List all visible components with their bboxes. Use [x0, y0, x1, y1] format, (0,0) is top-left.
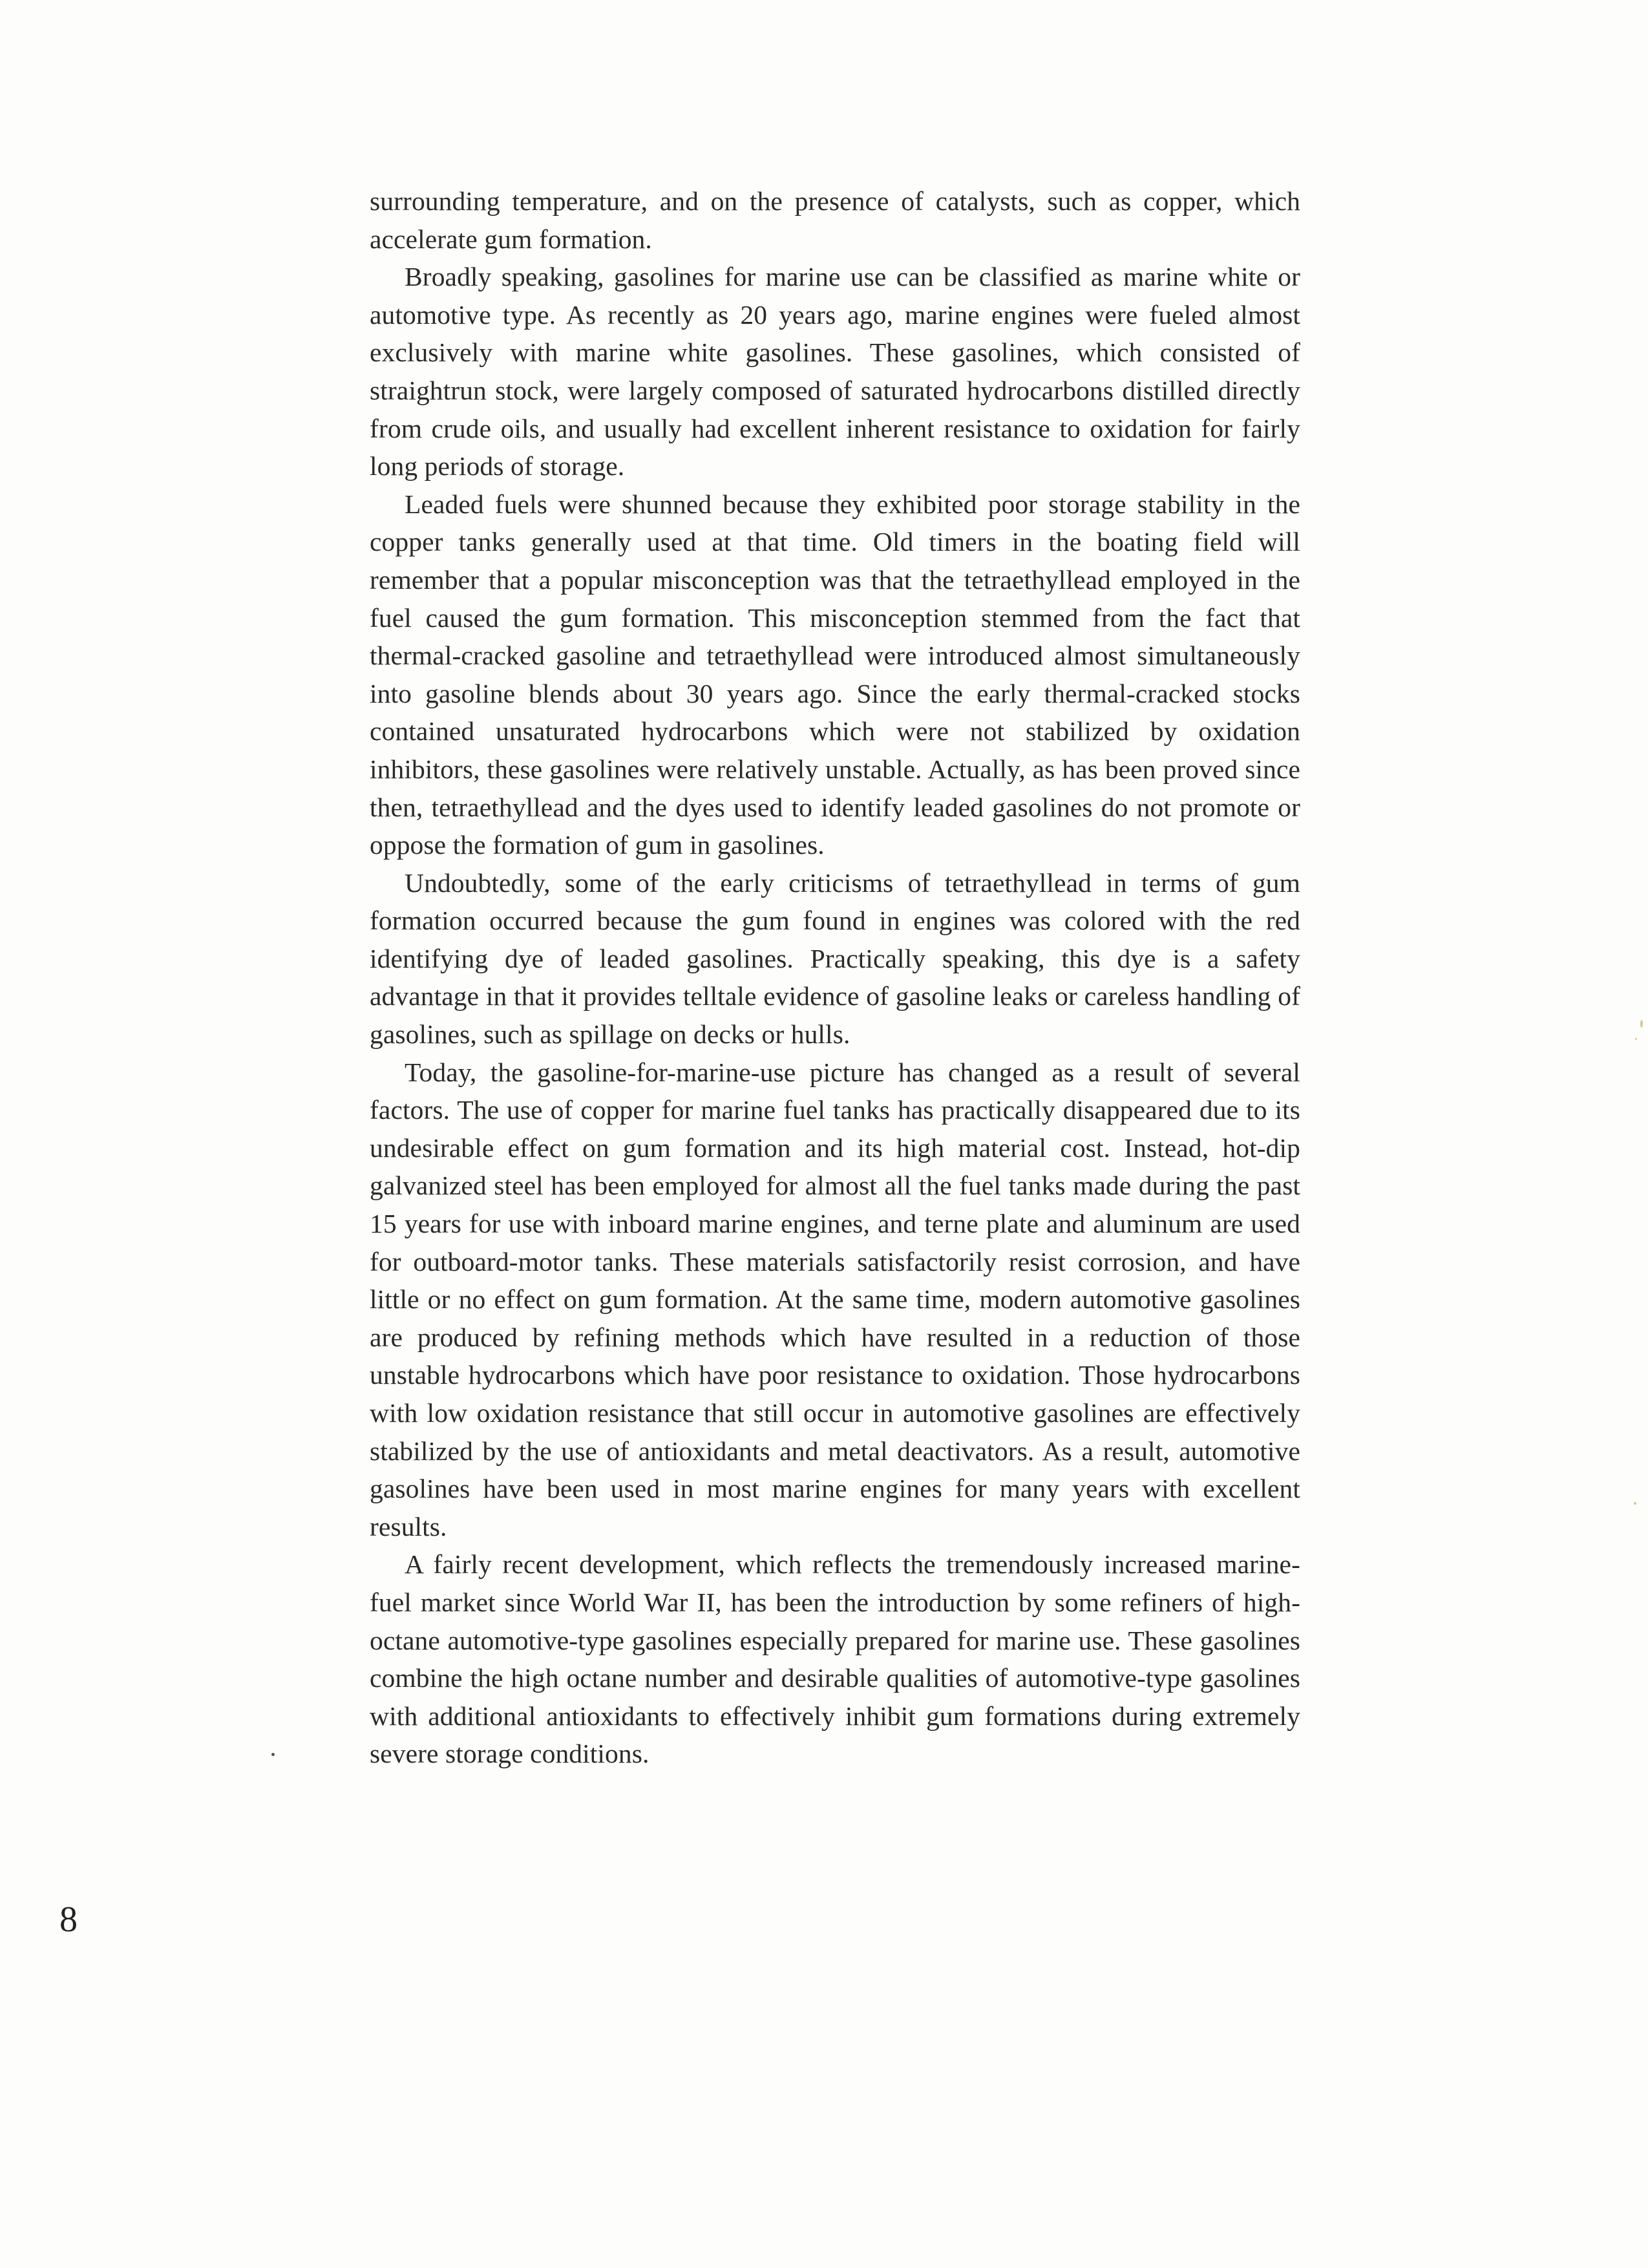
body-text [370, 182, 1300, 1773]
paragraph-continuation: surrounding temperature, and on the presence of catalysts, such as copper, which accelerate gum formation. [370, 186, 1300, 254]
paragraph-today: Today, the gasoline-for-marine-use picture has changed as a result of several factors. The use of copper for marine fuel tanks has practically disappeared due to its undesirable effect on gum formation and its high material cost. Instead, hot-dip galvanized steel has been employed for almost all the fuel tanks made during the past 15 years for use with inboard marine engines, and terne plate and aluminum are used for outboard-motor tanks. These materials satisfactorily resist corrosion, and have little or no effect on gum formation. At the same time, modern automotive gasolines are produced by refining methods which have resulted in a reduction of those unstable hydrocarbons which have poor resistance to oxidation. Those hydrocarbons with low oxidation resistance that still occur in automotive gasolines are effectively stabilized by the use of antioxidants and metal deactivators. As a result, automotive gasolines have been used in most marine engines for many years with excellent results. [370, 1057, 1300, 1542]
scan-speck [1640, 1020, 1643, 1028]
page-number: 8 [59, 1900, 78, 1940]
paragraph-recent-development: A fairly recent development, which reflects the tremendously increased marine-fuel market since World War II, has been the introduction by some refiners of high-octane automotive-type gasolines especially prepared for marine use. These gasolines combine the high octane number and desirable qualities of automotive-type gasolines with additional antioxidants to effectively inhibit gum formations during extremely severe storage conditions. [370, 1549, 1300, 1769]
paragraph-gasoline-classification: Broadly speaking, gasolines for marine use can be classified as marine white or automotive type. As recently as 20 years ago, marine engines were fueled almost exclusively with marine white gasolines. These gasolines, which consisted of straightrun stock, were largely composed of saturated hydrocarbons distilled directly from crude oils, and usually had excellent inherent resistance to oxidation for fairly long periods of storage. [370, 262, 1300, 482]
paragraph-early-criticisms: Undoubtedly, some of the early criticisms of tetraethyllead in terms of gum formation occurred because the gum found in engines was colored with the red identifying dye of leaded gasolines. Practically speaking, this dye is a safety advantage in that it provides telltale evidence of gasoline leaks or careless handling of gasolines, such as spillage on decks or hulls. [370, 867, 1300, 1050]
scan-speck [1634, 1502, 1636, 1505]
scan-speck [1635, 1038, 1637, 1040]
scan-speck [271, 1753, 275, 1756]
paragraph-leaded-fuels: Leaded fuels were shunned because they exhibited poor storage stability in the copper tanks generally used at that time. Old timers in the boating field will remember that a popular misconception was that the tetraethyllead employed in the fuel caused the gum formation. This misconception stemmed from the fact that thermal-cracked gasoline and tetraethyllead were introduced almost simultaneously into gasoline blends about 30 years ago. Since the early thermal-cracked stocks contained unsaturated hydrocarbons which were not stabilized by oxidation inhibitors, these gasolines were relatively unstable. Actually, as has been proved since then, tetraethyllead and the dyes used to identify leaded gasolines do not promote or oppose the formation of gum in gasolines. [370, 489, 1300, 860]
